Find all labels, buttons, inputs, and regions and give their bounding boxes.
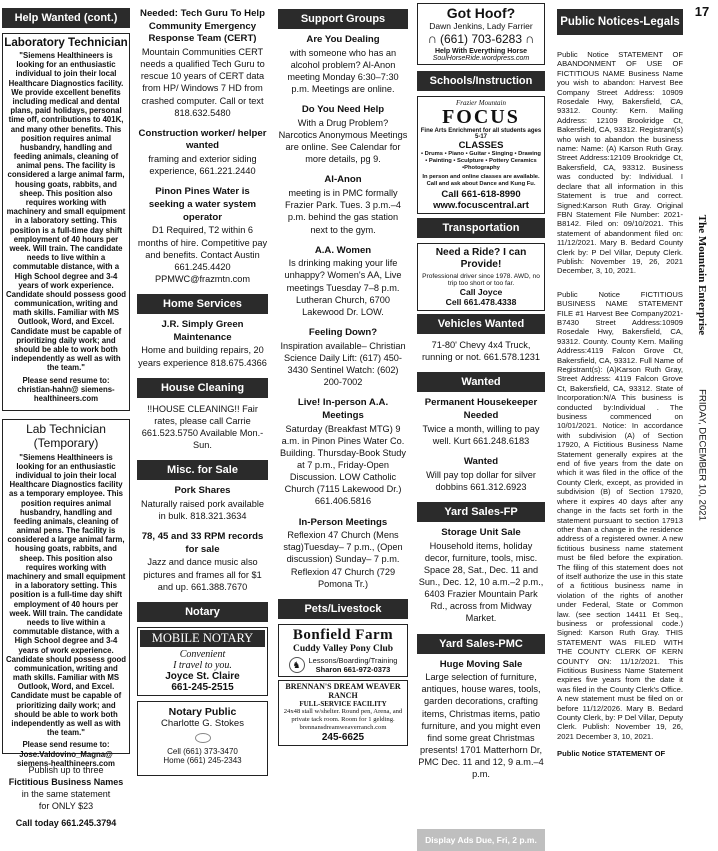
section-header-notary: Notary [137,602,268,622]
tech-guru-ad [137,8,268,119]
ad-body: "Siemens Healthineers is looking for an enthusiastic individual to join their local Healthcare Diagnostics facility as a temporary employee. This position requires animal husbandry, handling and feeding animals, cleaning of animal pens. The facility is considered a large animal farm, housing goats, rabbits, and sheep. This position also requires working with machinery and small equipment in a laboratory setting. This position is a full-time day shift employment of 40 hours per week. Will train. The candidate needs to live within a commutable distance, with a High School degree and 3-4 years of work experience. Candidate should possess good communication, writing and math skills. Familiar with MS Outlook, Word, and Excel. Candidate must be capable of prioritizing daily work; and should be able to work both independently as well as with the team." [6,452,126,738]
masthead-name: The Mountain Enterprise [696,214,708,336]
ad-subtitle: Cuddy Valley Pony Club [292,643,394,654]
ad-title: Live! In-person A.A. Meetings [297,397,389,421]
section-header-house-cleaning: House Cleaning [137,378,268,398]
brennans-ranch-ad [278,680,408,746]
ad-title: In-Person Meetings [298,516,388,528]
ad-body: Household items, holiday decor, furniture, tools, misc. Space 28, Sat., Dec. 11 and Sun., Dec. 12, 10 a.m.–2 p.m., 6403 Frazier Mountain Park Rd., across from Midway Market. [418,540,544,624]
ad-tagline: Help With Everything Horse [434,48,528,55]
ad-body: Naturally raised pork available in bulk. 818.321.3634 [140,498,265,522]
support-ad-in-person [278,517,408,590]
ad-body: Home and building repairs, 20 years experience 818.675.4366 [138,345,267,368]
section-header-transportation: Transportation [417,218,545,238]
ad-body: Reflexion 47 Church (Mens stag)Tuesday– 7 p.m., (Open discussion) Sunday– 7 p.m. Reflexion 47 Church (729 Pomona Tr.) [283,530,403,589]
ad-phone: Sharon 661-972-0373 [315,664,391,674]
silver-wanted-ad [417,456,545,493]
ad-name: Dawn Jenkins, Lady Farrier [429,21,533,31]
horseshoe-icon: ∩ [525,31,535,46]
ad-title: Do You Need Help [301,104,385,116]
ad-contact: Please send resume to: Jose.Valdovino_Magna@ siemens-healthineers.com [17,740,115,768]
ad-body: Inspiration available– Christian Science Daily Lift: (617) 450-3430 Sentinel Watch: (602) 200-7002 [280,340,406,388]
section-header-help-wanted: Help Wanted (cont.) [2,8,130,28]
ad-body: With a Drug Problem? Narcotics Anonymous Meetings are online. See Calendar for more details, pg 9. [278,117,408,165]
bonfield-details [281,656,405,674]
ad-title: Pork Shares [174,485,231,497]
ad-subtitle: FULL-SERVICE FACILITY [299,700,387,709]
ad-title: Al-Anon [324,174,362,186]
ad-line: Convenient [179,648,226,660]
deadline-banner: Display Ads Due, Fri, 2 p.m. [417,829,545,851]
ride-ad [417,243,545,311]
lab-technician-ad [2,33,130,411]
ad-title: Huge Moving Sale [439,658,523,670]
section-header-wanted: Wanted [417,372,545,392]
ad-body: Is drinking making your life unhappy? Women's AA, Live meetings Tuesday 7–8 p.m. Lutheran Church, 6700 Lakewood Dr. LOW. [284,258,402,317]
water-operator-ad [137,186,268,285]
ad-title: Need a Ride? I can Provide! [435,246,527,270]
section-header-vehicles-wanted: Vehicles Wanted [417,314,545,334]
ad-title: Storage Unit Sale [441,526,521,538]
section-header-yard-sales-pmc: Yard Sales-PMC [417,634,545,654]
promo-line: for ONLY $23 [38,801,94,812]
vehicle-wanted-ad: 71-80' Chevy 4x4 Truck, running or not. 661.578.1231 [421,340,540,363]
ad-title: BRENNAN'S DREAM WEAVER RANCH [285,681,401,700]
ad-title: Feeling Down? [308,327,378,339]
support-ad-aa-women [278,245,408,318]
mobile-notary-ad [137,627,268,696]
ad-title: 78, 45 and 33 RPM records for sale [141,531,264,555]
public-notice-fbn: Public Notice FICTITIOUS BUSINESS NAME STATEMENT FILE #1 Harvest Bee Company2021-B7430 Street Address:10909 Rosedale Hwy, Bakersfield, CA, 93312. County. County Kern. Mailing Address:4119 Falcon Grove Ct, Bakersfield, CA, 93312. Full Name of Registrant(s): (A)Karson Ruth Gray, Street Address: 4119 Falcon Grove Ct, Bakersfield, CA, 93312. State of Incorporation:N/A This business is conducted by:Individual . The business commenced on 10/01/2021. Notice: In accordance with subdivision (A) of Section 17920, A Fictitious Business Name Statement generally expires at the end of five years from the date on which it was filed in the office of the County Clerk, except, as provided in subdivision (B) of Section 17920, where it expires 40 days after any change in the facts set forth in the statement pursuant to section 17913 other than a change in the residence address of a registered owner. A new fictitious business name statement must be filed before the expiration. The filing of this statement does not of itself authorize the use in this state of a fictitious business name in violation of the rights of another under Federal, State or Common law. (see section 14411 Et Seq., business or professional code.) Signed: Karson Ruth Gray. THIS STATEMENT WAS FILED WITH THE COUNTY CLERK OF KERN COUNTY ON: 11/12/2021. This Fictitious Business Name Statement expires five years from the date it was filed in the County Clerk's Office. A new statement must be filed on or before 11/12/2026. Mary B. Bedard County Clerk, by: P Del Villar, Deputy Clerk. Publish: November 19, 26, 2021 December 3, 10, 2021. [557,289,683,741]
ad-title: Pinon Pines Water is seeking a water system operator [148,186,257,223]
ad-top: Frazier Mountain [456,99,506,107]
storage-sale-ad [417,527,545,625]
support-ad-alanon-pmc [278,174,408,235]
bonfield-text [309,656,398,674]
ad-classes: CLASSES [458,140,504,151]
ad-line: I travel to you. [173,659,232,671]
support-ad-live-aa [278,397,408,507]
section-header-public-notices: Public Notices-Legals [557,9,683,35]
ad-phone: Cell 661.478.4338 [445,297,517,308]
ad-contact: Call Joyce [459,287,503,298]
ad-phone: 661-245-2515 [171,681,234,693]
ad-phone: (661) 703-6283 [439,31,523,46]
ad-phone: Cell (661) 373-3470 [167,746,238,756]
public-notice-start: Public Notice STATEMENT OF [557,749,666,759]
column-support-pets [278,0,408,851]
section-header-support-groups: Support Groups [278,9,408,29]
ad-body: Saturday (Breakfast MTG) 9 a.m. in Pinon Pines Water Co. Building. Thursday-Book Study at 7 p.m., Friday-Open Discussion. LOW Catholic Church (7115 Lakewood Dr.) 661.406.5816 [280,423,406,507]
ad-title: Notary Public [168,705,237,718]
ad-phone: Home (661) 245-2343 [163,755,242,765]
section-header-misc-for-sale: Misc. for Sale [137,460,268,480]
ad-title: Wanted [463,455,499,467]
ad-note: In person and online classes are available. Call and ask about Dance and Kung Fu. [422,173,540,187]
ad-title: Are You Dealing [306,34,380,45]
mobile-notary-title: MOBILE NOTARY [140,630,265,647]
ad-title: Permanent Housekeeper Needed [424,397,538,422]
ad-body: D1 Required, T2 within 6 months of hire. Competitive pay and benefits. Contact Austin 661.245.4420 PPMWC@frazmtn.com [137,225,268,284]
ad-name: Joyce St. Claire [165,670,240,682]
ad-body: with someone who has an alcohol problem? Al-Anon meeting Monday 6:30–7:30 p.m. Meetings are online. [287,47,399,95]
ad-title: Lab Technician (Temporary) [26,422,106,450]
promo-line: Publish up to three [28,765,104,775]
ad-body: Will pay top dollar for silver dobbins 661.312.6923 [426,469,536,492]
records-ad [137,531,268,593]
ad-line: Lessons/Boarding/Training [308,655,398,665]
ad-body: 24x48 stall w/shelter. Round pen, Arena, and private tack room. Room for 1 gelding. brennansdreamweaverranch.com [283,708,403,732]
ad-phone: Call 661-618-8990 [441,188,521,200]
ad-website: SoulHorseRide.wordpress.com [432,55,530,62]
got-hoof-ad [417,3,545,65]
section-header-pets-livestock: Pets/Livestock [278,599,408,619]
section-header-schools: Schools/Instruction [417,71,545,91]
ad-body: Large selection of furniture, antiques, house wares, tools, garden decorations, crafting items, Christmas items, patio furniture, and you might even find some great Christmas presents! 1701 Matterhorn Dr, PMC Dec. 11 and 12, 9 a.m.–4 p.m. [418,672,544,780]
housekeeper-ad [417,397,545,447]
focus-logo: FOCUS [442,106,520,128]
support-ad-feeling-down [278,327,408,388]
support-ad-na [278,104,408,165]
bonfield-farm-ad [278,624,408,677]
fbn-promo [2,764,130,829]
ad-title: Needed: Tech Guru To Help Community Emergency Response Team (CERT) [140,8,265,45]
section-header-yard-sales-fp: Yard Sales-FP [417,502,545,522]
ad-body: "Siemens Healthineers is looking for an enthusiastic individual to join their local Healthcare Diagnostics facility. We provide excellent benefits including medical and dental plans, paid holidays, personal time off, contributions to 401K, and many other benefits. This position requires animal husbandry, handling and feeding animals, cleaning of animal pens. The facility is considered a large animal farm, housing goats, rabbits, and sheep. This position also requires working with machinery and small equipment in a laboratory setting. This position is a full-time day shift employment of 40 hours per week. Will train. The candidate needs to live within a commutable distance, with a High School degree and 3-4 years of work experience. Candidate should possess good communication, writing and math skills. Familiar with MS Outlook, Word, and Excel. Candidate must be capable of prioritizing daily work; and should be able to work both independently as well as with the team." [6,51,126,373]
construction-ad [137,128,268,178]
ad-body: Mountain Communities CERT needs a qualified Tech Guru to rescue 10 years of CERT data from HP/ Windows 7 HD from crashed computer. Call or text 818.632.5480 [140,46,265,118]
ad-name: Charlotte G. Stokes [161,717,244,729]
column-classifieds-2 [137,0,268,851]
ad-body: Jazz and dance music also pictures and frames all for $1 and up. 661.388.7670 [143,557,262,592]
promo-line: in the same statement [21,789,111,800]
house-cleaning-ad: !!HOUSE CLEANING!! Fair rates, please call Carrie 661.523.5750 Available Mon.-Sun. [141,403,264,451]
column-services-sales [417,0,545,851]
ad-body: framing and exterior siding experience, 661.221.2440 [148,154,257,177]
ad-body: Twice a month, willing to pay well. Kurt 661.248.6183 [422,423,540,446]
page-number: 17 [694,4,710,19]
ad-website: www.focuscentral.art [433,199,529,211]
ad-subtitle: Fine Arts Enrichment for all students ages 5-17 [420,128,542,140]
column-help-wanted [2,0,130,851]
support-ad-alanon [278,34,408,95]
pork-shares-ad [137,485,268,522]
ad-body: Professional driver since 1978. AWD, no trip too short or too far. [422,273,540,288]
ad-phone: 245-6625 [321,732,365,744]
ad-title: A.A. Women [314,244,372,256]
focus-classes-ad [417,96,545,214]
moving-sale-ad [417,659,545,781]
spine [689,30,715,845]
promo-line: Call today 661.245.3794 [15,817,117,828]
hoof-phone-row [420,31,542,46]
ad-list: • Drums • Piano • Guitar • Singing • Drawing • Painting • Sculpture • Pottery Ceramics •Photography [421,151,541,172]
notary-public-ad [137,701,268,776]
ad-title: Laboratory Technician [4,36,128,49]
pony-icon: ♞ [289,657,305,673]
ad-title: Construction worker/ helper wanted [138,127,267,152]
lab-technician-temp-ad [2,419,130,768]
column-public-notices [557,0,683,851]
issue-date: FRIDAY, DECEMBER 10, 2021 [696,389,708,521]
public-notice-abandonment: Public Notice STATEMENT OF ABANDONMENT OF USE OF FICTITIOUS NAME Business Name you wish to abandon: Harvest Bee Company Street Address: 10909 Rosedale Hwy, Bakersfield, CA, 93312. County: Kern. Mailing Address: 12109 Brookridge Ct, Bakersfield, CA, 93312. Registrant(s) who wish to abandon the business name: Name: (A) Karson Ruth Gray. Street Address:12109 Brookridge Ct, Bakersfield, CA, 93312. Business was conducted by: Individual. I declare that all information in this Statement is true and correct. Signed:Karson Ruth Gray. Original FBN Statement File Number: 2021-B8142. Filed on: 09/10/2021. This statement of abandonment filed on: 11/12/2021. Mary B. Bedard County Clerk by: P Del Villar, Deputy Clerk. Publish: November 19, 26, 2021 December, 3, 10, 2021. [557,50,683,276]
ad-body: meeting is in PMC formally Frazier Park. Tues. 3 p.m.–4 p.m. behind the gas station next to the gym. [285,188,401,235]
ad-contact: Please send resume to: christian-hahn@ siemens-healthineers.com [17,375,115,403]
promo-line: Fictitious Business Names [8,777,124,788]
simply-green-ad [137,319,268,369]
ad-title: J.R. Simply Green Maintenance [161,319,244,343]
horseshoe-icon: ∩ [427,31,437,46]
section-header-home-services: Home Services [137,294,268,314]
ad-title: Bonfield Farm [292,626,394,643]
ad-title: Got Hoof? [446,5,516,21]
seal-icon [195,733,211,743]
